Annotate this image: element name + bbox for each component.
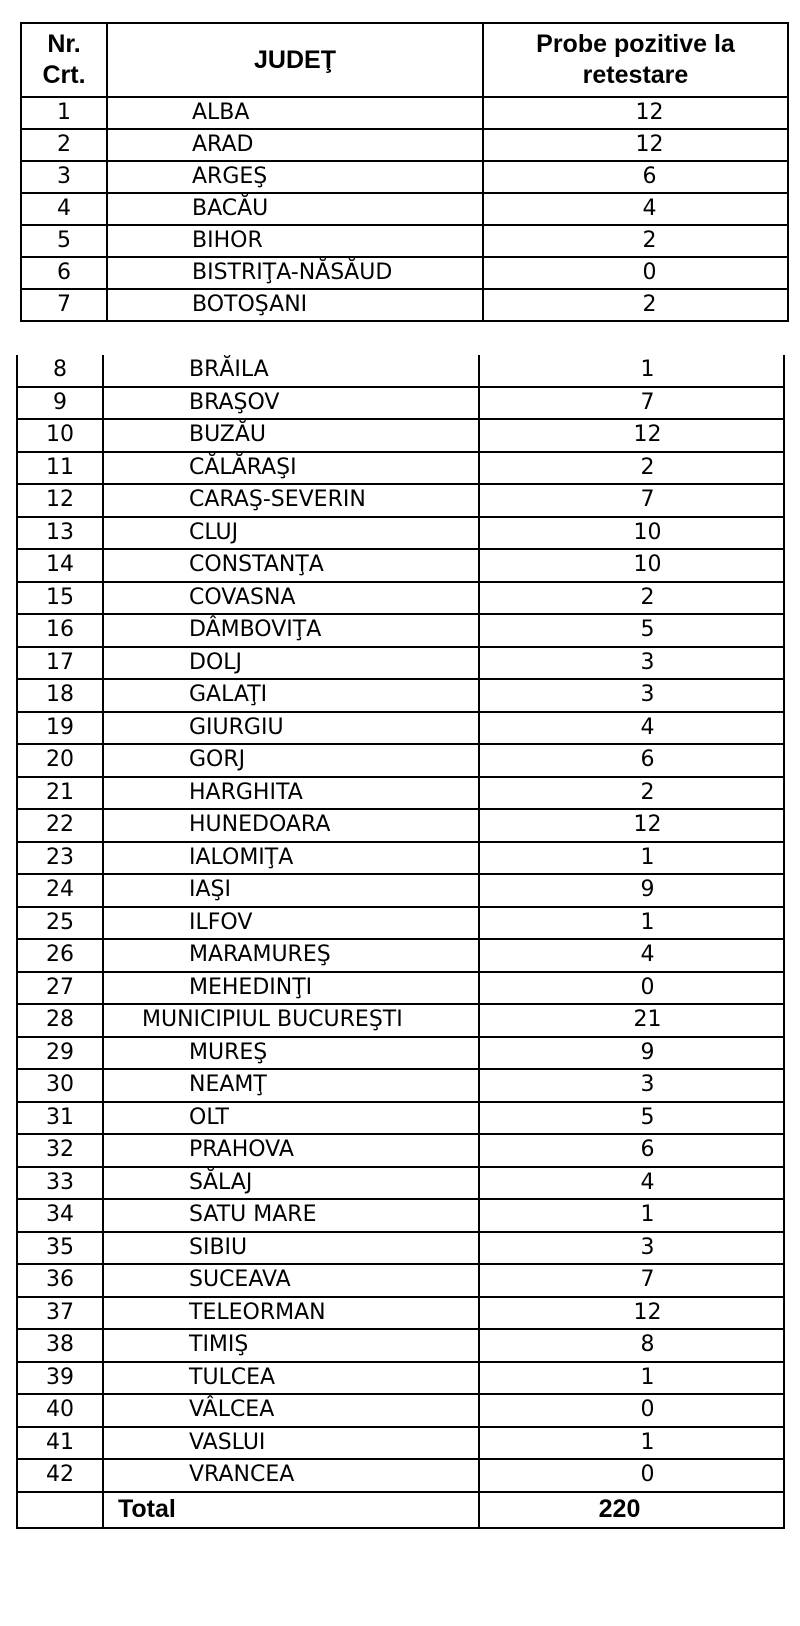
- positive-count: 4: [479, 712, 784, 745]
- row-number: 11: [17, 452, 103, 485]
- row-number: 36: [17, 1264, 103, 1297]
- positive-count: 0: [479, 1394, 784, 1427]
- table-row: [17, 387, 784, 420]
- county-name: IAŞI: [103, 874, 479, 907]
- total-label: Total: [103, 1492, 479, 1528]
- county-name: BOTOŞANI: [107, 289, 483, 321]
- table-row: [17, 712, 784, 745]
- row-number: 16: [17, 614, 103, 647]
- row-number: 39: [17, 1362, 103, 1395]
- positive-count: 9: [479, 874, 784, 907]
- row-number: 2: [21, 129, 107, 161]
- table-row: [17, 355, 784, 387]
- county-name: TELEORMAN: [103, 1297, 479, 1330]
- county-name: TULCEA: [103, 1362, 479, 1395]
- table-row: [17, 939, 784, 972]
- table-row: [17, 1362, 784, 1395]
- county-name: VASLUI: [103, 1427, 479, 1460]
- header-county: [107, 23, 483, 97]
- positive-count: 2: [479, 582, 784, 615]
- table-row: [17, 419, 784, 452]
- table-row: [17, 647, 784, 680]
- positive-count: 0: [483, 257, 788, 289]
- table-row: [21, 289, 788, 321]
- total-value: 220: [479, 1492, 784, 1528]
- row-number: 17: [17, 647, 103, 680]
- positive-count: 0: [479, 972, 784, 1005]
- table-row: [17, 1102, 784, 1135]
- positive-count: 1: [479, 842, 784, 875]
- positive-count: 3: [479, 679, 784, 712]
- county-name: IALOMIŢA: [103, 842, 479, 875]
- row-number: 27: [17, 972, 103, 1005]
- row-number: 32: [17, 1134, 103, 1167]
- county-name: CĂLĂRAŞI: [103, 452, 479, 485]
- positive-count: 1: [479, 1362, 784, 1395]
- county-name: MARAMUREŞ: [103, 939, 479, 972]
- header-positive: [483, 23, 788, 97]
- positive-count: 5: [479, 614, 784, 647]
- county-name: MEHEDINŢI: [103, 972, 479, 1005]
- row-number: 35: [17, 1232, 103, 1265]
- total-empty-cell: [17, 1492, 103, 1528]
- county-name: GIURGIU: [103, 712, 479, 745]
- county-name: CARAŞ-SEVERIN: [103, 484, 479, 517]
- table-row: [17, 1297, 784, 1330]
- positive-count: 1: [479, 1427, 784, 1460]
- positive-count: 21: [479, 1004, 784, 1037]
- county-name: PRAHOVA: [103, 1134, 479, 1167]
- table-row: [17, 1167, 784, 1200]
- table-row: [17, 972, 784, 1005]
- row-number: 40: [17, 1394, 103, 1427]
- county-name: VÂLCEA: [103, 1394, 479, 1427]
- row-number: 19: [17, 712, 103, 745]
- positive-count: 3: [479, 1232, 784, 1265]
- row-number: 1: [21, 97, 107, 129]
- table-row: [17, 517, 784, 550]
- county-name: ARGEŞ: [107, 161, 483, 193]
- row-number: 23: [17, 842, 103, 875]
- table-row: [17, 907, 784, 940]
- positive-count: 10: [479, 549, 784, 582]
- row-number: 34: [17, 1199, 103, 1232]
- header-nr-label: Nr. Crt.: [42, 30, 86, 89]
- header-nr: [21, 23, 107, 97]
- row-number: 12: [17, 484, 103, 517]
- row-number: 38: [17, 1329, 103, 1362]
- positive-count: 2: [479, 452, 784, 485]
- row-number: 15: [17, 582, 103, 615]
- county-name: SĂLAJ: [103, 1167, 479, 1200]
- county-name: BACĂU: [107, 193, 483, 225]
- row-number: 6: [21, 257, 107, 289]
- row-number: 26: [17, 939, 103, 972]
- total-row: [17, 1492, 784, 1528]
- county-name: NEAMŢ: [103, 1069, 479, 1102]
- table-row: [21, 161, 788, 193]
- county-table-part-2: [16, 355, 785, 1529]
- table-row: [17, 1069, 784, 1102]
- county-name: BIHOR: [107, 225, 483, 257]
- row-number: 24: [17, 874, 103, 907]
- table-row: [17, 874, 784, 907]
- row-number: 37: [17, 1297, 103, 1330]
- county-name: TIMIŞ: [103, 1329, 479, 1362]
- table-row: [17, 1459, 784, 1492]
- positive-count: 2: [479, 777, 784, 810]
- row-number: 3: [21, 161, 107, 193]
- positive-count: 12: [483, 129, 788, 161]
- table-row: [17, 452, 784, 485]
- header-row: [21, 23, 788, 97]
- county-name: MUNICIPIUL BUCUREŞTI: [103, 1004, 479, 1037]
- positive-count: 10: [479, 517, 784, 550]
- table-row: [17, 1199, 784, 1232]
- row-number: 31: [17, 1102, 103, 1135]
- table-row: [17, 1427, 784, 1460]
- header-positive-label: Probe pozitive la retestare: [536, 30, 735, 89]
- county-name: ALBA: [107, 97, 483, 129]
- row-number: 30: [17, 1069, 103, 1102]
- county-name: DOLJ: [103, 647, 479, 680]
- county-name: BUZĂU: [103, 419, 479, 452]
- positive-count: 12: [483, 97, 788, 129]
- row-number: 10: [17, 419, 103, 452]
- header-county-label: JUDEŢ: [254, 45, 336, 74]
- table-row: [17, 614, 784, 647]
- positive-count: 6: [483, 161, 788, 193]
- row-number: 42: [17, 1459, 103, 1492]
- row-number: 18: [17, 679, 103, 712]
- positive-count: 8: [479, 1329, 784, 1362]
- table-row: [17, 679, 784, 712]
- row-number: 9: [17, 387, 103, 420]
- county-name: COVASNA: [103, 582, 479, 615]
- positive-count: 4: [483, 193, 788, 225]
- county-name: CLUJ: [103, 517, 479, 550]
- county-name: SIBIU: [103, 1232, 479, 1265]
- positive-count: 0: [479, 1459, 784, 1492]
- table-row: [17, 1232, 784, 1265]
- positive-count: 1: [479, 355, 784, 387]
- positive-count: 3: [479, 647, 784, 680]
- positive-count: 1: [479, 1199, 784, 1232]
- table-row: [17, 582, 784, 615]
- positive-count: 6: [479, 1134, 784, 1167]
- county-name: BRAŞOV: [103, 387, 479, 420]
- row-number: 8: [17, 355, 103, 387]
- row-number: 20: [17, 744, 103, 777]
- county-name: BRĂILA: [103, 355, 479, 387]
- row-number: 21: [17, 777, 103, 810]
- row-number: 41: [17, 1427, 103, 1460]
- table-row: [17, 744, 784, 777]
- county-name: SUCEAVA: [103, 1264, 479, 1297]
- table-row: [17, 1037, 784, 1070]
- county-name: GORJ: [103, 744, 479, 777]
- county-name: CONSTANŢA: [103, 549, 479, 582]
- row-number: 4: [21, 193, 107, 225]
- positive-count: 6: [479, 744, 784, 777]
- table-row: [17, 1004, 784, 1037]
- row-number: 7: [21, 289, 107, 321]
- table-row: [21, 193, 788, 225]
- county-name: ILFOV: [103, 907, 479, 940]
- row-number: 14: [17, 549, 103, 582]
- table-row: [21, 129, 788, 161]
- county-name: MUREŞ: [103, 1037, 479, 1070]
- positive-count: 4: [479, 1167, 784, 1200]
- row-number: 25: [17, 907, 103, 940]
- table-row: [17, 777, 784, 810]
- county-name: GALAŢI: [103, 679, 479, 712]
- row-number: 5: [21, 225, 107, 257]
- positive-count: 12: [479, 809, 784, 842]
- table-row: [17, 484, 784, 517]
- table-row: [21, 97, 788, 129]
- table-row: [21, 257, 788, 289]
- county-name: DÂMBOVIŢA: [103, 614, 479, 647]
- positive-count: 7: [479, 387, 784, 420]
- row-number: 13: [17, 517, 103, 550]
- table-row: [17, 1134, 784, 1167]
- table-row: [17, 809, 784, 842]
- county-name: ARAD: [107, 129, 483, 161]
- row-number: 28: [17, 1004, 103, 1037]
- county-table-part-1: [20, 22, 789, 322]
- positive-count: 7: [479, 1264, 784, 1297]
- row-number: 29: [17, 1037, 103, 1070]
- positive-count: 1: [479, 907, 784, 940]
- positive-count: 9: [479, 1037, 784, 1070]
- positive-count: 2: [483, 289, 788, 321]
- table-row: [17, 842, 784, 875]
- table-row: [21, 225, 788, 257]
- county-name: OLT: [103, 1102, 479, 1135]
- table-row: [17, 1329, 784, 1362]
- positive-count: 4: [479, 939, 784, 972]
- table-row: [17, 1264, 784, 1297]
- county-name: HARGHITA: [103, 777, 479, 810]
- table-row: [17, 1394, 784, 1427]
- row-number: 22: [17, 809, 103, 842]
- positive-count: 2: [483, 225, 788, 257]
- positive-count: 7: [479, 484, 784, 517]
- county-name: HUNEDOARA: [103, 809, 479, 842]
- positive-count: 12: [479, 419, 784, 452]
- table-row: [17, 549, 784, 582]
- positive-count: 3: [479, 1069, 784, 1102]
- county-name: SATU MARE: [103, 1199, 479, 1232]
- county-name: BISTRIŢA-NĂSĂUD: [107, 257, 483, 289]
- positive-count: 12: [479, 1297, 784, 1330]
- row-number: 33: [17, 1167, 103, 1200]
- county-name: VRANCEA: [103, 1459, 479, 1492]
- positive-count: 5: [479, 1102, 784, 1135]
